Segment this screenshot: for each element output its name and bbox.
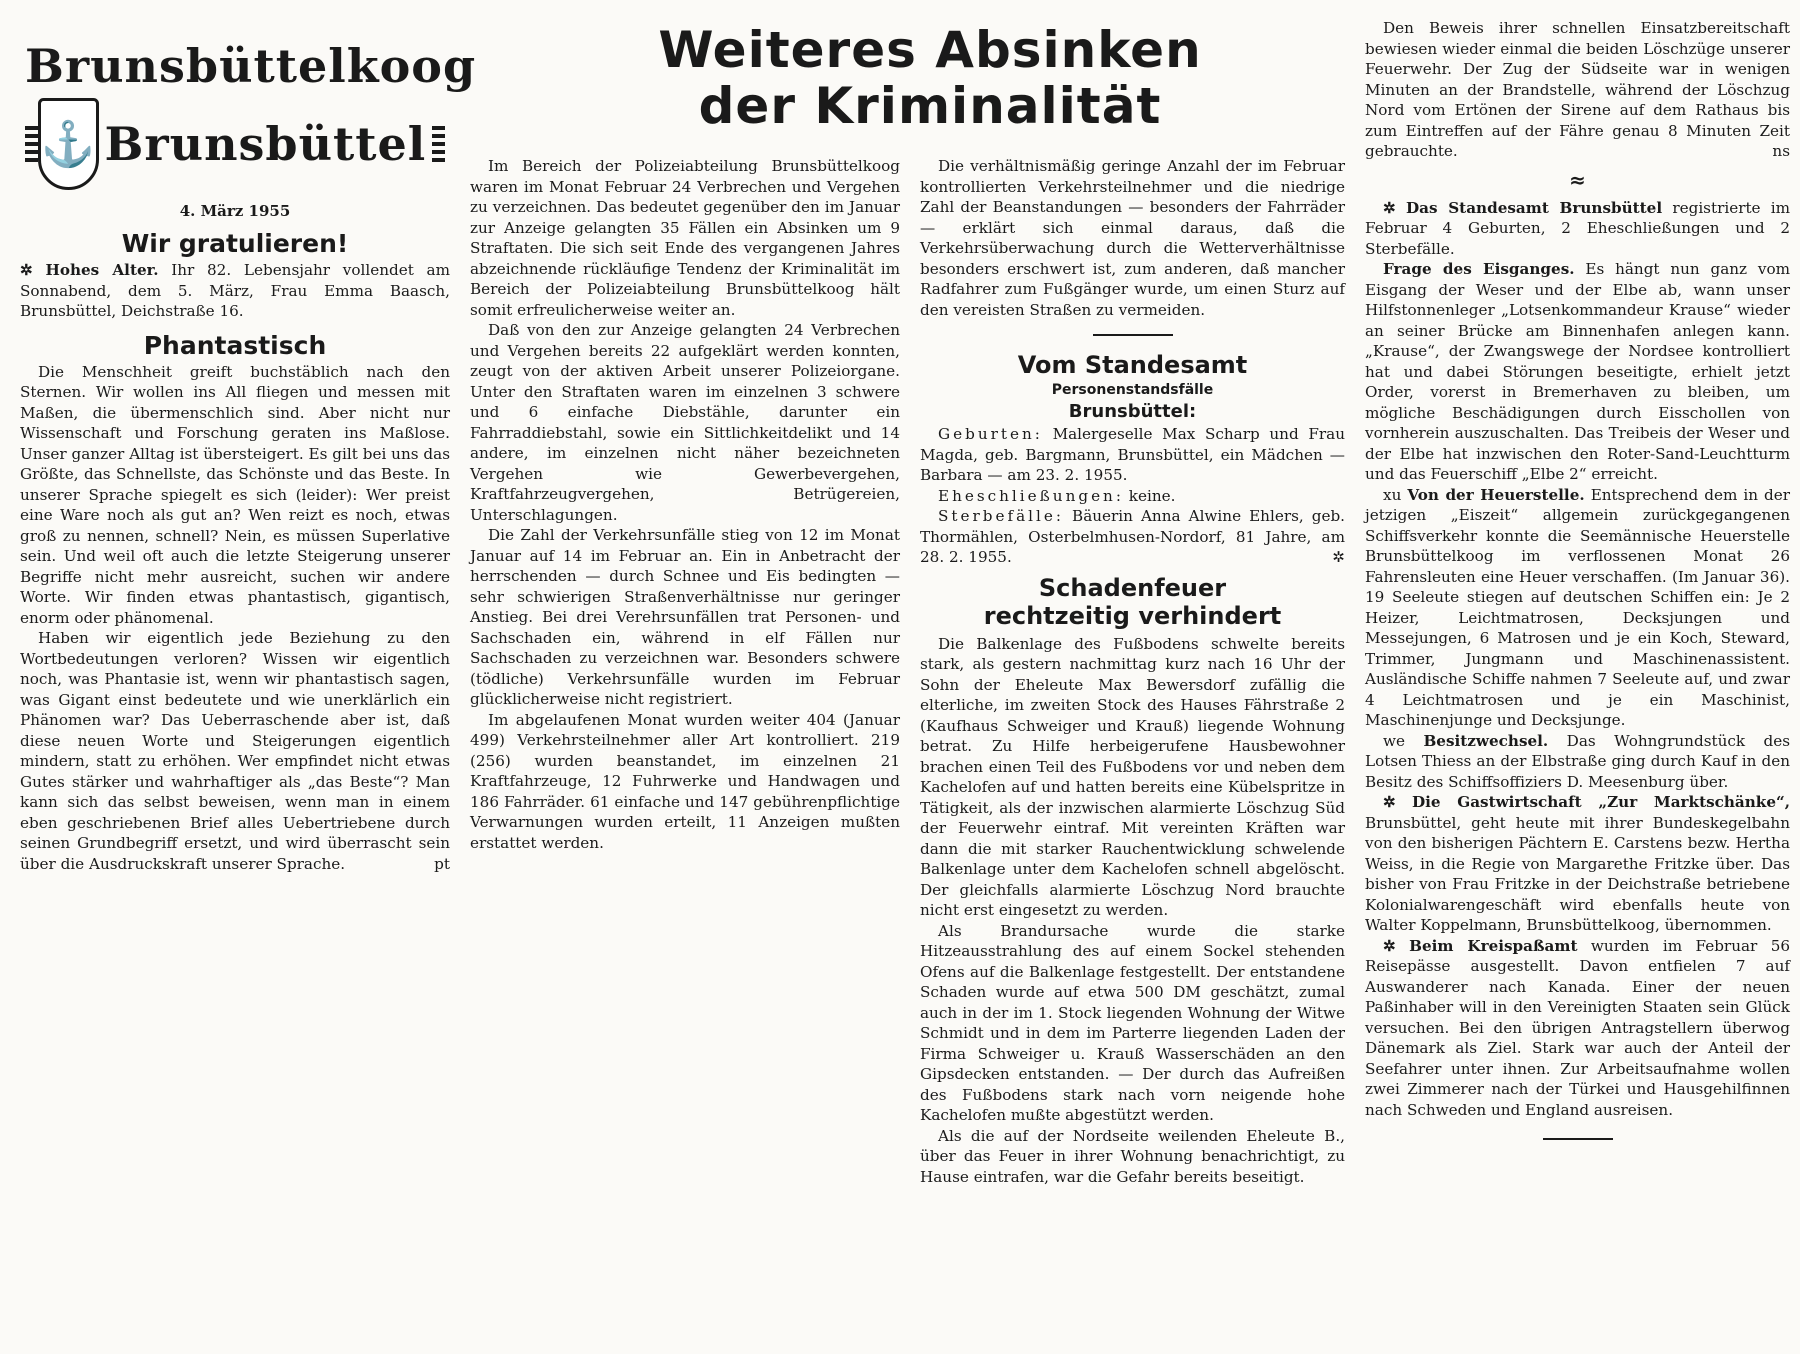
notice-heuerstelle-text: Entsprechend dem in der jetzigen „Eiszeit“ allgemein zurückgegangenen Schiffsverkehr konnte die Seemännische Heuerstelle Brunsbüttelkoog im verflossenen Monat 26 Fahrensleuten eine Heuer verschaffen. (Im Januar 36). 19 Seeleute stiegen auf deutschen Schiffen ein: Je 2 Heizer, Leichtmatrosen, Decksjungen und Messejungen, 6 Matrosen und je ein Koch, Steward, Trimmer, Jungmann und Maschinenassistent. Ausländische Schiffe nahmen 7 Seeleute auf, und zwar 4 Leichtmatrosen und je ein Maschinist, Maschinenjunge und Decksjunge. — [1365, 485, 1791, 729]
fire-title-2: rechtzeitig verhindert — [983, 601, 1282, 630]
notice-heuerstelle — [1365, 485, 1790, 731]
masthead-title-2: Brunsbüttel — [104, 117, 427, 171]
stripes-decoration — [432, 126, 445, 162]
notice-standesamt-lead: Das Standesamt Brunsbüttel — [1405, 198, 1663, 217]
star-icon: ✲ — [20, 261, 33, 279]
notice-marktschaenke-lead: Die Gastwirtschaft „Zur Marktschänke“, — [1411, 793, 1791, 811]
notice-standesamt-text: registrierte im Februar 4 Geburten, 2 Eheschließungen und 2 Sterbefälle. — [1365, 198, 1791, 258]
standesamt-subtitle: Personenstandsfälle — [1051, 382, 1214, 398]
phantastisch-paragraph-2 — [20, 628, 450, 874]
congrats-title: Wir gratulieren! — [121, 229, 349, 258]
standesamt-title: Vom Standesamt — [1017, 351, 1248, 379]
congrats-lead: Hohes Alter. — [45, 261, 159, 279]
congrats-paragraph — [20, 260, 450, 322]
fire-paragraph-2: Als Brandursache wurde die starke Hitzeausstrahlung des auf einem Sockel stehenden Ofens auf die Balkenlage festgestellt. Der entstandene Schaden wurde auf etwa 500 DM geschätzt, zumal auch in der im 1. Stock liegenden Wohnung der Witwe Schmidt und in dem im Parterre liegenden Laden der Firma Schweiger u. Krauß Wasserschäden an den Gipsdecken entstanden. — Der durch das Aufreißen des Fußbodens stark nach vorn neigende hohe Kachelofen mußte abgestützt werden. — [920, 921, 1345, 1124]
author-signature: pt — [434, 854, 450, 873]
births-text: Malergeselle Max Scharp und Frau Magda, geb. Bargmann, Brunsbüttel, ein Mädchen — Barbara — am 23. 2. 1955. — [920, 425, 1345, 484]
notice-marktschaenke — [1365, 792, 1790, 936]
notice-eisgang — [1365, 259, 1790, 485]
notice-besitzwechsel-prefix: we — [1383, 731, 1405, 750]
firebrigade-paragraph — [1365, 18, 1790, 162]
author-signature: ns — [1772, 142, 1790, 160]
deaths-entry — [920, 506, 1345, 568]
notice-besitzwechsel-text: Das Wohngrundstück des Lotsen Thiess an der Elbstraße ging durch Kauf in den Besitz des Schiffsoffiziers D. Meesenburg über. — [1365, 731, 1791, 791]
congrats-text: Ihr 82. Lebensjahr vollendet am Sonnabend, dem 5. März, Frau Emma Baasch, Brunsbüttel, Deichstraße 16. — [20, 261, 450, 320]
main-headline — [560, 22, 1300, 134]
phantastisch-paragraph-2-text: Haben wir eigentlich jede Beziehung zu den Wortbedeutungen verloren? Wissen wir eigentlich noch, was Phantasie ist, wenn wir phantastisch sagen, was Gigant einst bedeutete und wie unerklärlich ein Phänomen war? Das Ueberraschende aber ist, daß diese neuen Worte und Steigerungen eigentlich mindern, statt zu erhöhen. Wer empfindet nicht etwas Gutes stärker und wahrhaftiger als „das Beste“? Man kann sich das selbst beweisen, wenn man in einem eben geschriebenen Brief alles Uebertriebene durch seinen Grundbegriff ersetzt, und wird überrascht sein über die Ausdruckskraft unserer Sprache. — [20, 629, 450, 873]
crest-icon: ⚓ — [38, 98, 99, 190]
deaths-text: Bäuerin Anna Alwine Ehlers, geb. Thormählen, Osterbelmhusen-Nordorf, 81 Jahre, am 28. 2. 1955. — [920, 507, 1346, 566]
headline-line-1: Weiteres Absinken — [658, 21, 1202, 79]
notice-besitzwechsel-lead: Besitzwechsel. — [1423, 731, 1549, 750]
phantastisch-title: Phantastisch — [143, 330, 327, 360]
dateline: 4. März 1955 — [179, 202, 291, 220]
masthead-title-1: Brunsbüttelkoog — [25, 39, 477, 93]
notice-kreispassamt-lead: Beim Kreispaßamt — [1409, 936, 1578, 955]
star-icon: ✲ — [1332, 548, 1345, 566]
notice-eisgang-lead: Frage des Eisganges. — [1383, 260, 1575, 278]
headline-line-2: der Kriminalität — [698, 77, 1162, 135]
notice-standesamt — [1365, 198, 1790, 260]
notice-heuerstelle-prefix: xu — [1383, 485, 1402, 504]
section-divider — [1543, 1138, 1613, 1140]
crime-paragraph-2: Daß von den zur Anzeige gelangten 24 Verbrechen und Vergehen bereits 22 aufgeklärt werden konnten, zeugt von der aktiven Arbeit unserer Polizeiorgane. Unter den Straftaten waren im einzelnen 3 schwere und 6 einfache Diebstähle, darunter ein Fahrraddiebstahl, sowie ein Sittlichkeitdelikt und 14 andere, im einzelnen nicht näher bezeichneten Vergehen wie Gewerbevergehen, Kraftfahrzeugvergehen, Betrügereien, Unterschlagungen. — [470, 321, 900, 524]
standesamt-place: Brunsbüttel: — [1068, 401, 1197, 422]
star-icon: ✲ — [1383, 793, 1396, 811]
notice-kreispassamt-text: wurden im Februar 56 Reisepässe ausgestellt. Davon entfielen 7 auf Auswanderer nach Kanada. Einer der neuen Paßinhaber will in den Vereinigten Staaten sein Glück versuchen. Bei den übrigen Antragstellern überwog Dänemark als Ziel. Stark war auch der Anteil der Seefahrer unter ihnen. Zur Arbeitsaufnahme wollen zwei Zimmerer nach der Türkei und Hausgehilfinnen nach Schweden und England ausreisen. — [1365, 936, 1791, 1119]
notice-eisgang-text: Es hängt nun ganz vom Eisgang der Weser und der Elbe ab, wann unser Hilfstonnenleger „Lotsenkommandeur Krause“ wieder an seiner Brücke am Binnenhafen anlegen kann. „Krause“, der Zwangswege der Nordsee kontrolliert hat und dabei Störungen beseitigte, erhielt jetzt Order, vorerst in Bremerhaven zu bleiben, um mögliche Beschädigungen durch Eisschollen von vornherein auszuschalten. Das Treibeis der Weser und der Elbe hat inzwischen den Roter-Sand-Leuchtturm und das Feuerschiff „Elbe 2“ erreicht. — [1365, 260, 1790, 483]
births-entry — [920, 424, 1345, 486]
traffic-paragraph: Die verhältnismäßig geringe Anzahl der im Februar kontrollierten Verkehrsteilnehmer und die niedrige Zahl der Beanstandungen — besonders der Fahrräder — erklärt sich einmal daraus, daß die Verkehrsüberwachung durch die Wetterverhältnisse besonders erschwert ist, zum anderen, daß mancher Radfahrer zum Fußgänger wurde, um einen Sturz auf den vereisten Straßen zu vermeiden. — [920, 157, 1345, 319]
fire-paragraph-1: Die Balkenlage des Fußbodens schwelte bereits stark, als gestern nachmittag kurz nach 16 Uhr der Sohn der Eheleute Max Bewersdorf zufällig die elterliche, im zweiten Stock des Hauses Fährstraße 2 (Kaufhaus Schweiger und Krauß) liegende Wohnung betrat. Zu Hilfe herbeigerufene Hausbewohner brachen einen Teil des Fußbodens vor und neben dem Kachelofen auf und hatten bereits eine Kübelspritze in Tätigkeit, als der inzwischen alarmierte Löschzug Süd der Feuerwehr eintraf. Mit vereinten Kräften war dann die mit starker Rauchentwicklung schwelende Balkenlage unter dem Kachelofen schnell abgelöscht. Der gleichfalls alarmierte Löschzug Nord brauchte nicht erst eingesetzt zu werden. — [920, 634, 1345, 919]
notice-heuerstelle-lead: Von der Heuerstelle. — [1407, 485, 1585, 504]
notice-marktschaenke-text: Brunsbüttel, geht heute mit ihrer Bundeskegelbahn von den bisherigen Pächtern E. Carstens bezw. Hertha Weiss, in die Regie von Margarethe Fritzke über. Das bisher von Frau Fritzke in der Deichstraße betriebene Kolonialwarengeschäft wird ebenfalls heute von Walter Koppelmann, Brunsbüttelkoog, übernommen. — [1365, 813, 1790, 934]
births-label: Geburten: — [938, 425, 1043, 443]
section-divider — [1093, 334, 1173, 336]
masthead — [25, 38, 477, 190]
masthead-row-2 — [25, 98, 445, 190]
firebrigade-text: Den Beweis ihrer schnellen Einsatzbereitschaft bewiesen wieder einmal die beiden Löschzüge unserer Feuerwehr. Der Zug der Südseite war in wenigen Minuten an der Brandstelle, während der Löschzug Nord vom Ertönen der Sirene auf dem Rathaus bis zum Eintreffen auf der Fähre genau 8 Minuten Zeit gebrauchte. — [1365, 19, 1790, 160]
deaths-label: Sterbefälle: — [938, 507, 1064, 525]
notice-kreispassamt — [1365, 936, 1790, 1121]
star-icon: ✲ — [1383, 198, 1396, 217]
stripes-decoration — [25, 126, 38, 162]
crime-paragraph-4: Im abgelaufenen Monat wurden weiter 404 (Januar 499) Verkehrsteilnehmer aller Art kontrolliert. 219 (256) wurden beanstandet, im einzelnen 21 Kraftfahrzeuge, 12 Fuhrwerke und Handwagen und 186 Fahrräder. 61 einfache und 147 gebührenpflichtige Verwarnungen wurden erteilt, 11 Anzeigen mußten erstattet werden. — [470, 710, 900, 852]
notice-besitzwechsel — [1365, 731, 1790, 793]
fire-title-1: Schadenfeuer — [1038, 573, 1227, 602]
star-icon: ✲ — [1383, 936, 1396, 955]
phantastisch-paragraph-1: Die Menschheit greift buchstäblich nach den Sternen. Wir wollen ins All fliegen und messen mit Maßen, die übermenschlich sind. Aber nicht nur Wissenschaft und Forschung geraten ins Maßlose. Unser ganzer Alltag ist übersteigert. Es gilt bei uns das Größte, das Schnellste, das Schönste und das Beste. In unserer Sprache spiegelt es sich (leider): Wer preist eine Ware noch als gut an? Wen reizt es noch, etwas groß zu nennen, schnell? Nein, es müssen Superlative sein. Und weil oft auch die letzte Steigerung unserer Begriffe nicht mehr ausreicht, suchen wir andere Worte. Wir finden etwas phantastisch, gigantisch, enorm oder phänomenal. — [20, 362, 450, 627]
crime-paragraph-1: Im Bereich der Polizeiabteilung Brunsbüttelkoog waren im Monat Februar 24 Verbrechen und Vergehen zu verzeichnen. Das bedeutet gegenüber den im Januar zur Anzeige gelangten 35 Fällen ein Absinken um 9 Straftaten. Die sich seit Ende des vergangenen Jahres abzeichnende rückläufige Tendenz der Kriminalität im Bereich der Polizeiabteilung Brunsbüttelkoog hält somit erfreulicherweise weiter an. — [470, 157, 900, 319]
crime-paragraph-3: Die Zahl der Verkehrsunfälle stieg von 12 im Monat Januar auf 14 im Februar an. Ein in Anbetracht der herrschenden — durch Schnee und Eis bedingten — sehr schwierigen Straßenverhältnisse nur geringer Anstieg. Bei drei Verehrsunfällen trat Personen- und Sachschaden ein, während in elf Fällen nur Sachschaden zu verzeichnen war. Besonders schwere (tödliche) Verkehrsunfälle wurden im Februar glücklicherweise nicht registriert. — [470, 526, 900, 708]
fire-paragraph-3: Als die auf der Nordseite weilenden Eheleute B., über das Feuer in ihrer Wohnung benachrichtigt, zu Hause eintrafen, war die Gefahr bereits beseitigt. — [920, 1126, 1345, 1186]
marriages-label: Eheschließungen: — [938, 486, 1124, 505]
marriages-entry — [920, 486, 1345, 507]
wave-divider: ≈ — [1569, 167, 1586, 192]
marriages-text: keine. — [1128, 486, 1176, 505]
